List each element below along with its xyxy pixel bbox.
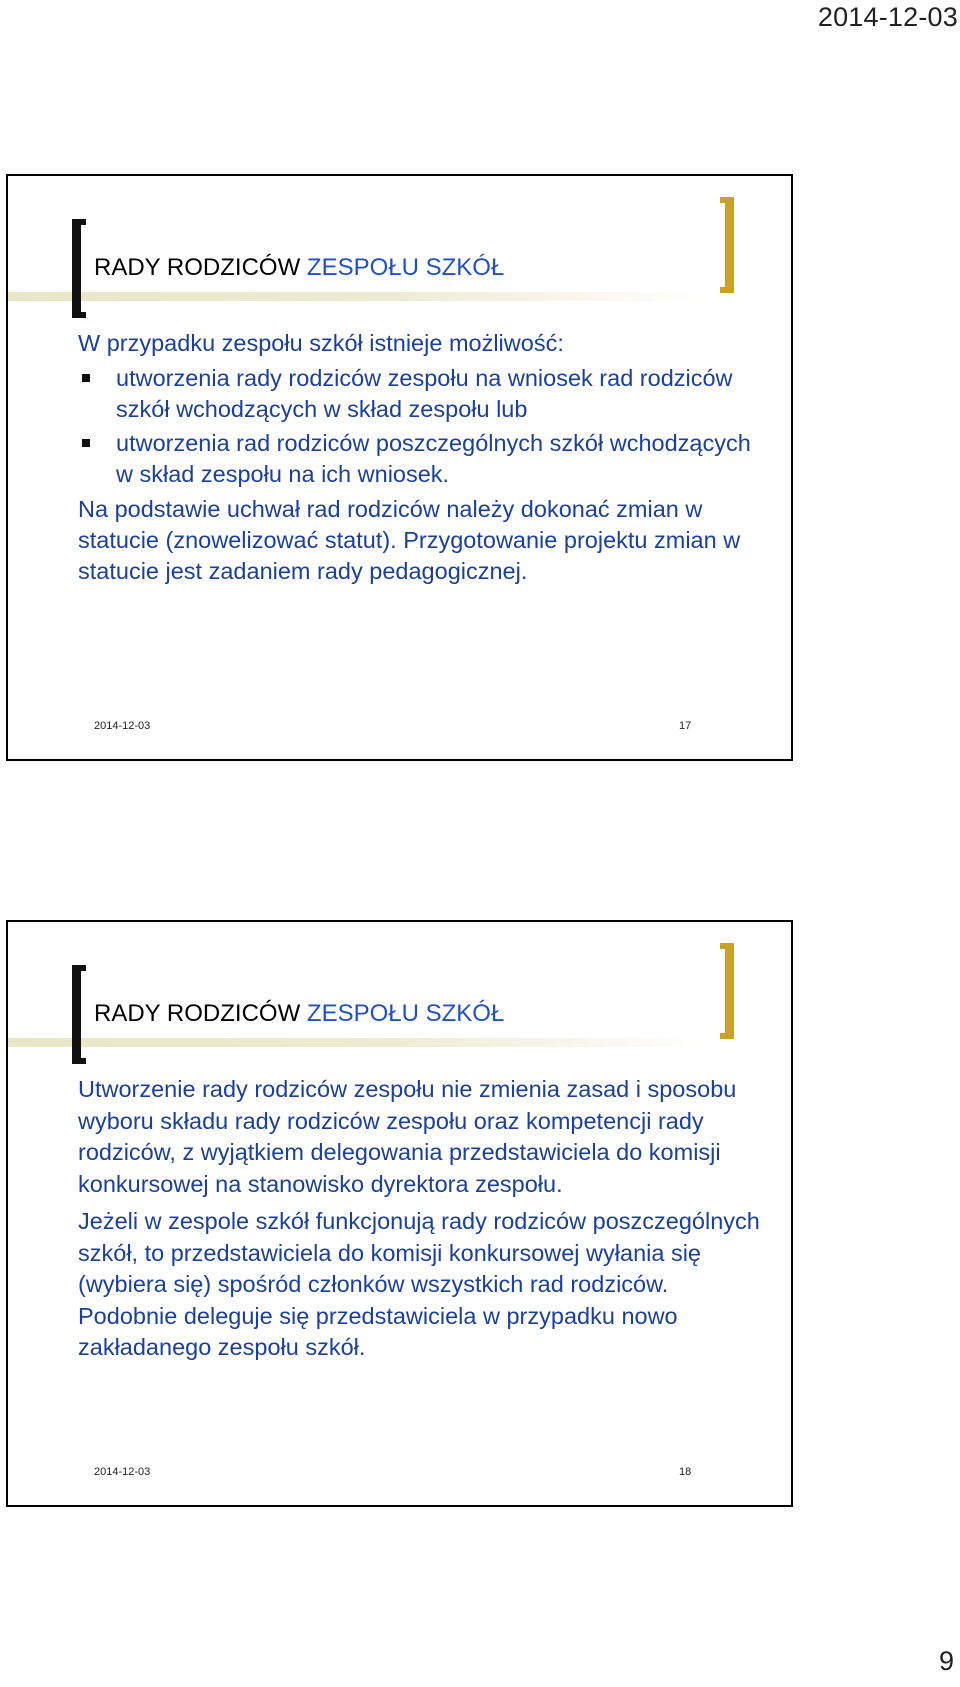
slide-footer-number: 18 (679, 1466, 692, 1478)
slide-title-part1: RADY RODZICÓW (94, 254, 307, 281)
right-bracket-decoration (720, 197, 734, 293)
slide-footer-date: 2014-12-03 (94, 1466, 151, 1478)
slide-title-part2: ZESPOŁU SZKÓŁ (306, 1000, 505, 1027)
slide-title (94, 1000, 504, 1028)
right-bracket-decoration (720, 943, 734, 1039)
page-header-date: 2014-12-03 (817, 2, 958, 32)
square-bullet-icon (82, 439, 90, 447)
slide-18 (6, 920, 793, 1507)
slide-title-part1: RADY RODZICÓW (94, 1000, 307, 1027)
list-item (78, 428, 768, 490)
slide-footer-number: 17 (679, 720, 692, 732)
body-paragraph: Jeżeli w zespole szkół funkcjonują rady rodziców poszczególnych szkół, to przedstawiciela do komisji konkursowej wyłania się (wybiera się) spośród członków wszystkich rad rodziców. Podobnie deleguje się przedstawiciela w przypadku nowo zakładanego zespołu szkół. (78, 1208, 760, 1360)
list-item (78, 363, 768, 425)
list-item-text: utworzenia rad rodziców poszczególnych szkół wchodzących w skład zespołu na ich wniosek. (116, 430, 751, 487)
square-bullet-icon (82, 374, 90, 382)
title-underline-band (8, 1038, 708, 1047)
body-paragraph: Na podstawie uchwał rad rodziców należy dokonać zmian w statucie (znowelizować statut). Przygotowanie projektu zmian w statucie jest zadaniem rady pedagogicznej. (78, 496, 741, 584)
slide-title (94, 254, 504, 282)
slide-17 (6, 174, 793, 761)
page-number: 9 (938, 1646, 954, 1676)
body-paragraph: Utworzenie rady rodziców zespołu nie zmienia zasad i sposobu wyboru składu rady rodziców zespołu oraz kompetencji rady rodziców, z wyjątkiem delegowania przedstawiciela do komisji konkursowej na stanowisko dyrektora zespołu. (78, 1076, 737, 1197)
slide-body (78, 1074, 768, 1370)
title-underline-band (8, 292, 708, 301)
left-bracket-decoration (72, 219, 86, 318)
lead-text: W przypadku zespołu szkół istnieje możliwość: (78, 330, 564, 356)
bullet-list (78, 363, 768, 490)
slide-title-part2: ZESPOŁU SZKÓŁ (306, 254, 505, 281)
slide-footer-date: 2014-12-03 (94, 720, 151, 732)
left-bracket-decoration (72, 965, 86, 1064)
slide-body (78, 328, 768, 587)
list-item-text: utworzenia rady rodziców zespołu na wniosek rad rodziców szkół wchodzących w skład zespołu lub (116, 365, 733, 422)
